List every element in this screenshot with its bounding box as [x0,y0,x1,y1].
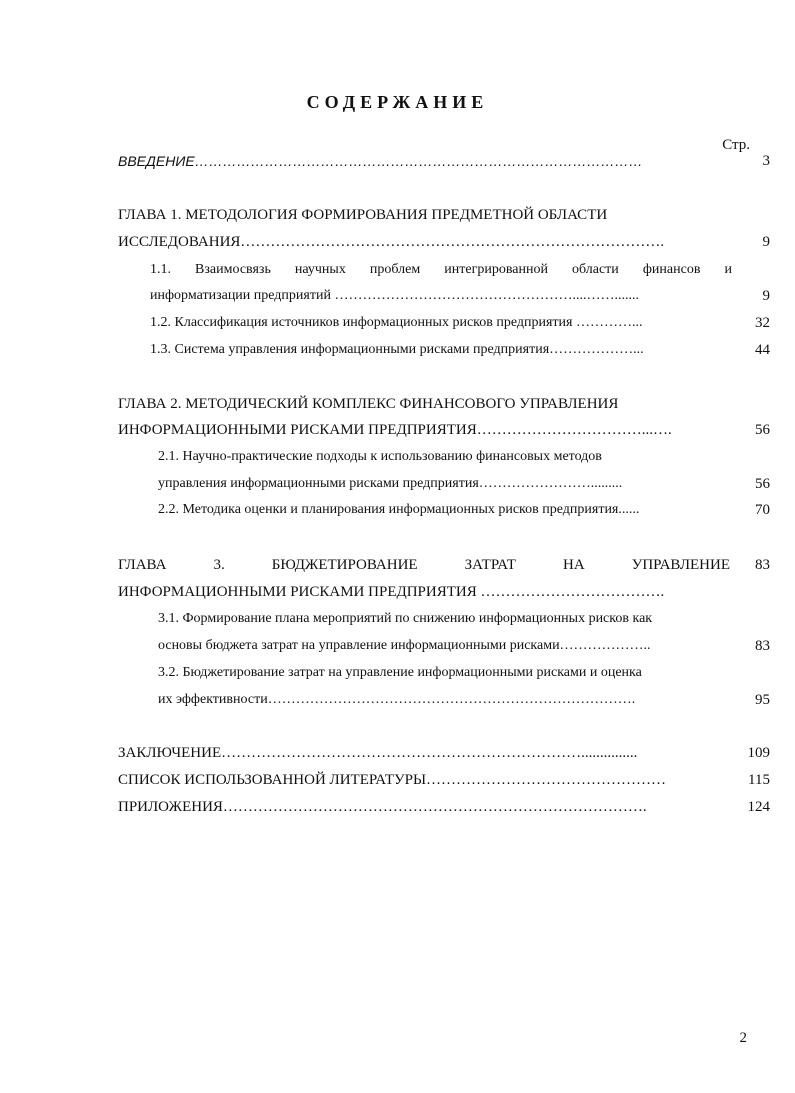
toc-section-3-1-cont: основы бюджета затрат на управление информационными рисками……………….. [158,638,651,653]
toc-chapter1-title-cont: ИССЛЕДОВАНИЯ…………………………………………………………………………. [118,234,665,250]
toc-chapter1-page: 9 [762,234,770,250]
toc-section-2-2: 2.2. Методика оценки и планирования информационных рисков предприятия...... [158,502,640,517]
toc-section-3-1-page: 83 [755,638,770,654]
toc-section-1-3-page: 44 [755,342,770,358]
toc-section-3-2-cont: их эффективности……………………………………………………………………. [158,692,636,707]
toc-section-3-1: 3.1. Формирование плана мероприятий по снижению информационных рисков как [158,611,653,626]
toc-chapter1-title: ГЛАВА 1. МЕТОДОЛОГИЯ ФОРМИРОВАНИЯ ПРЕДМЕТНОЙ ОБЛАСТИ [118,207,608,223]
toc-section-1-1-page: 9 [762,288,770,304]
toc-chapter3-title: ГЛАВА 3. БЮДЖЕТИРОВАНИЕ ЗАТРАТ НА УПРАВЛЕНИЕ [118,557,730,573]
toc-conclusion-page: 109 [747,745,770,761]
toc-conclusion: ЗАКЛЮЧЕНИЕ………………………………………………………………............... [118,745,638,761]
toc-chapter2-title-cont: ИНФОРМАЦИОННЫМИ РИСКАМИ ПРЕДПРИЯТИЯ……………………………...…. [118,422,672,438]
toc-section-2-1-cont: управления информационными рисками предприятия……………………......... [158,476,623,491]
toc-references-page: 115 [748,772,770,788]
toc-appendix-page: 124 [747,799,770,815]
toc-section-1-1-cont: информатизации предприятий ……………………………………………....……....... [150,288,639,303]
page-number: 2 [739,1030,747,1046]
toc-chapter2-page: 56 [755,422,770,438]
toc-section-2-1: 2.1. Научно-практические подходы к использованию финансовых методов [158,449,602,464]
toc-section-3-2: 3.2. Бюджетирование затрат на управление информационными рисками и оценка [158,665,642,680]
toc-chapter3-title-cont: ИНФОРМАЦИОННЫМИ РИСКАМИ ПРЕДПРИЯТИЯ ………………………………. [118,584,665,600]
toc-section-1-1: 1.1. Взаимосвязь научных проблем интегрированной области финансов и [150,262,732,277]
toc-section-2-2-page: 70 [755,502,770,518]
toc-references: СПИСОК ИСПОЛЬЗОВАННОЙ ЛИТЕРАТУРЫ………………………………………… [118,772,667,788]
page-title: СОДЕРЖАНИЕ [306,92,489,112]
toc-section-1-3: 1.3. Система управления информационными рисками предприятия………………... [150,342,644,357]
toc-section-1-2: 1.2. Классификация источников информационных рисков предприятия …………... [150,315,643,330]
toc-section-3-2-page: 95 [755,692,770,708]
toc-intro: ВВЕДЕНИЕ…………………………………………………………………………………… [118,153,643,169]
toc-chapter3-page: 83 [755,557,770,573]
toc-chapter2-title: ГЛАВА 2. МЕТОДИЧЕСКИЙ КОМПЛЕКС ФИНАНСОВОГО УПРАВЛЕНИЯ [118,396,619,412]
toc-appendix: ПРИЛОЖЕНИЯ…………………………………………………………………………. [118,799,647,815]
toc-section-1-2-page: 32 [755,315,770,331]
toc-section-2-1-page: 56 [755,476,770,492]
toc-intro-page: 3 [762,153,770,169]
page-column-label: Стр. [722,137,750,153]
